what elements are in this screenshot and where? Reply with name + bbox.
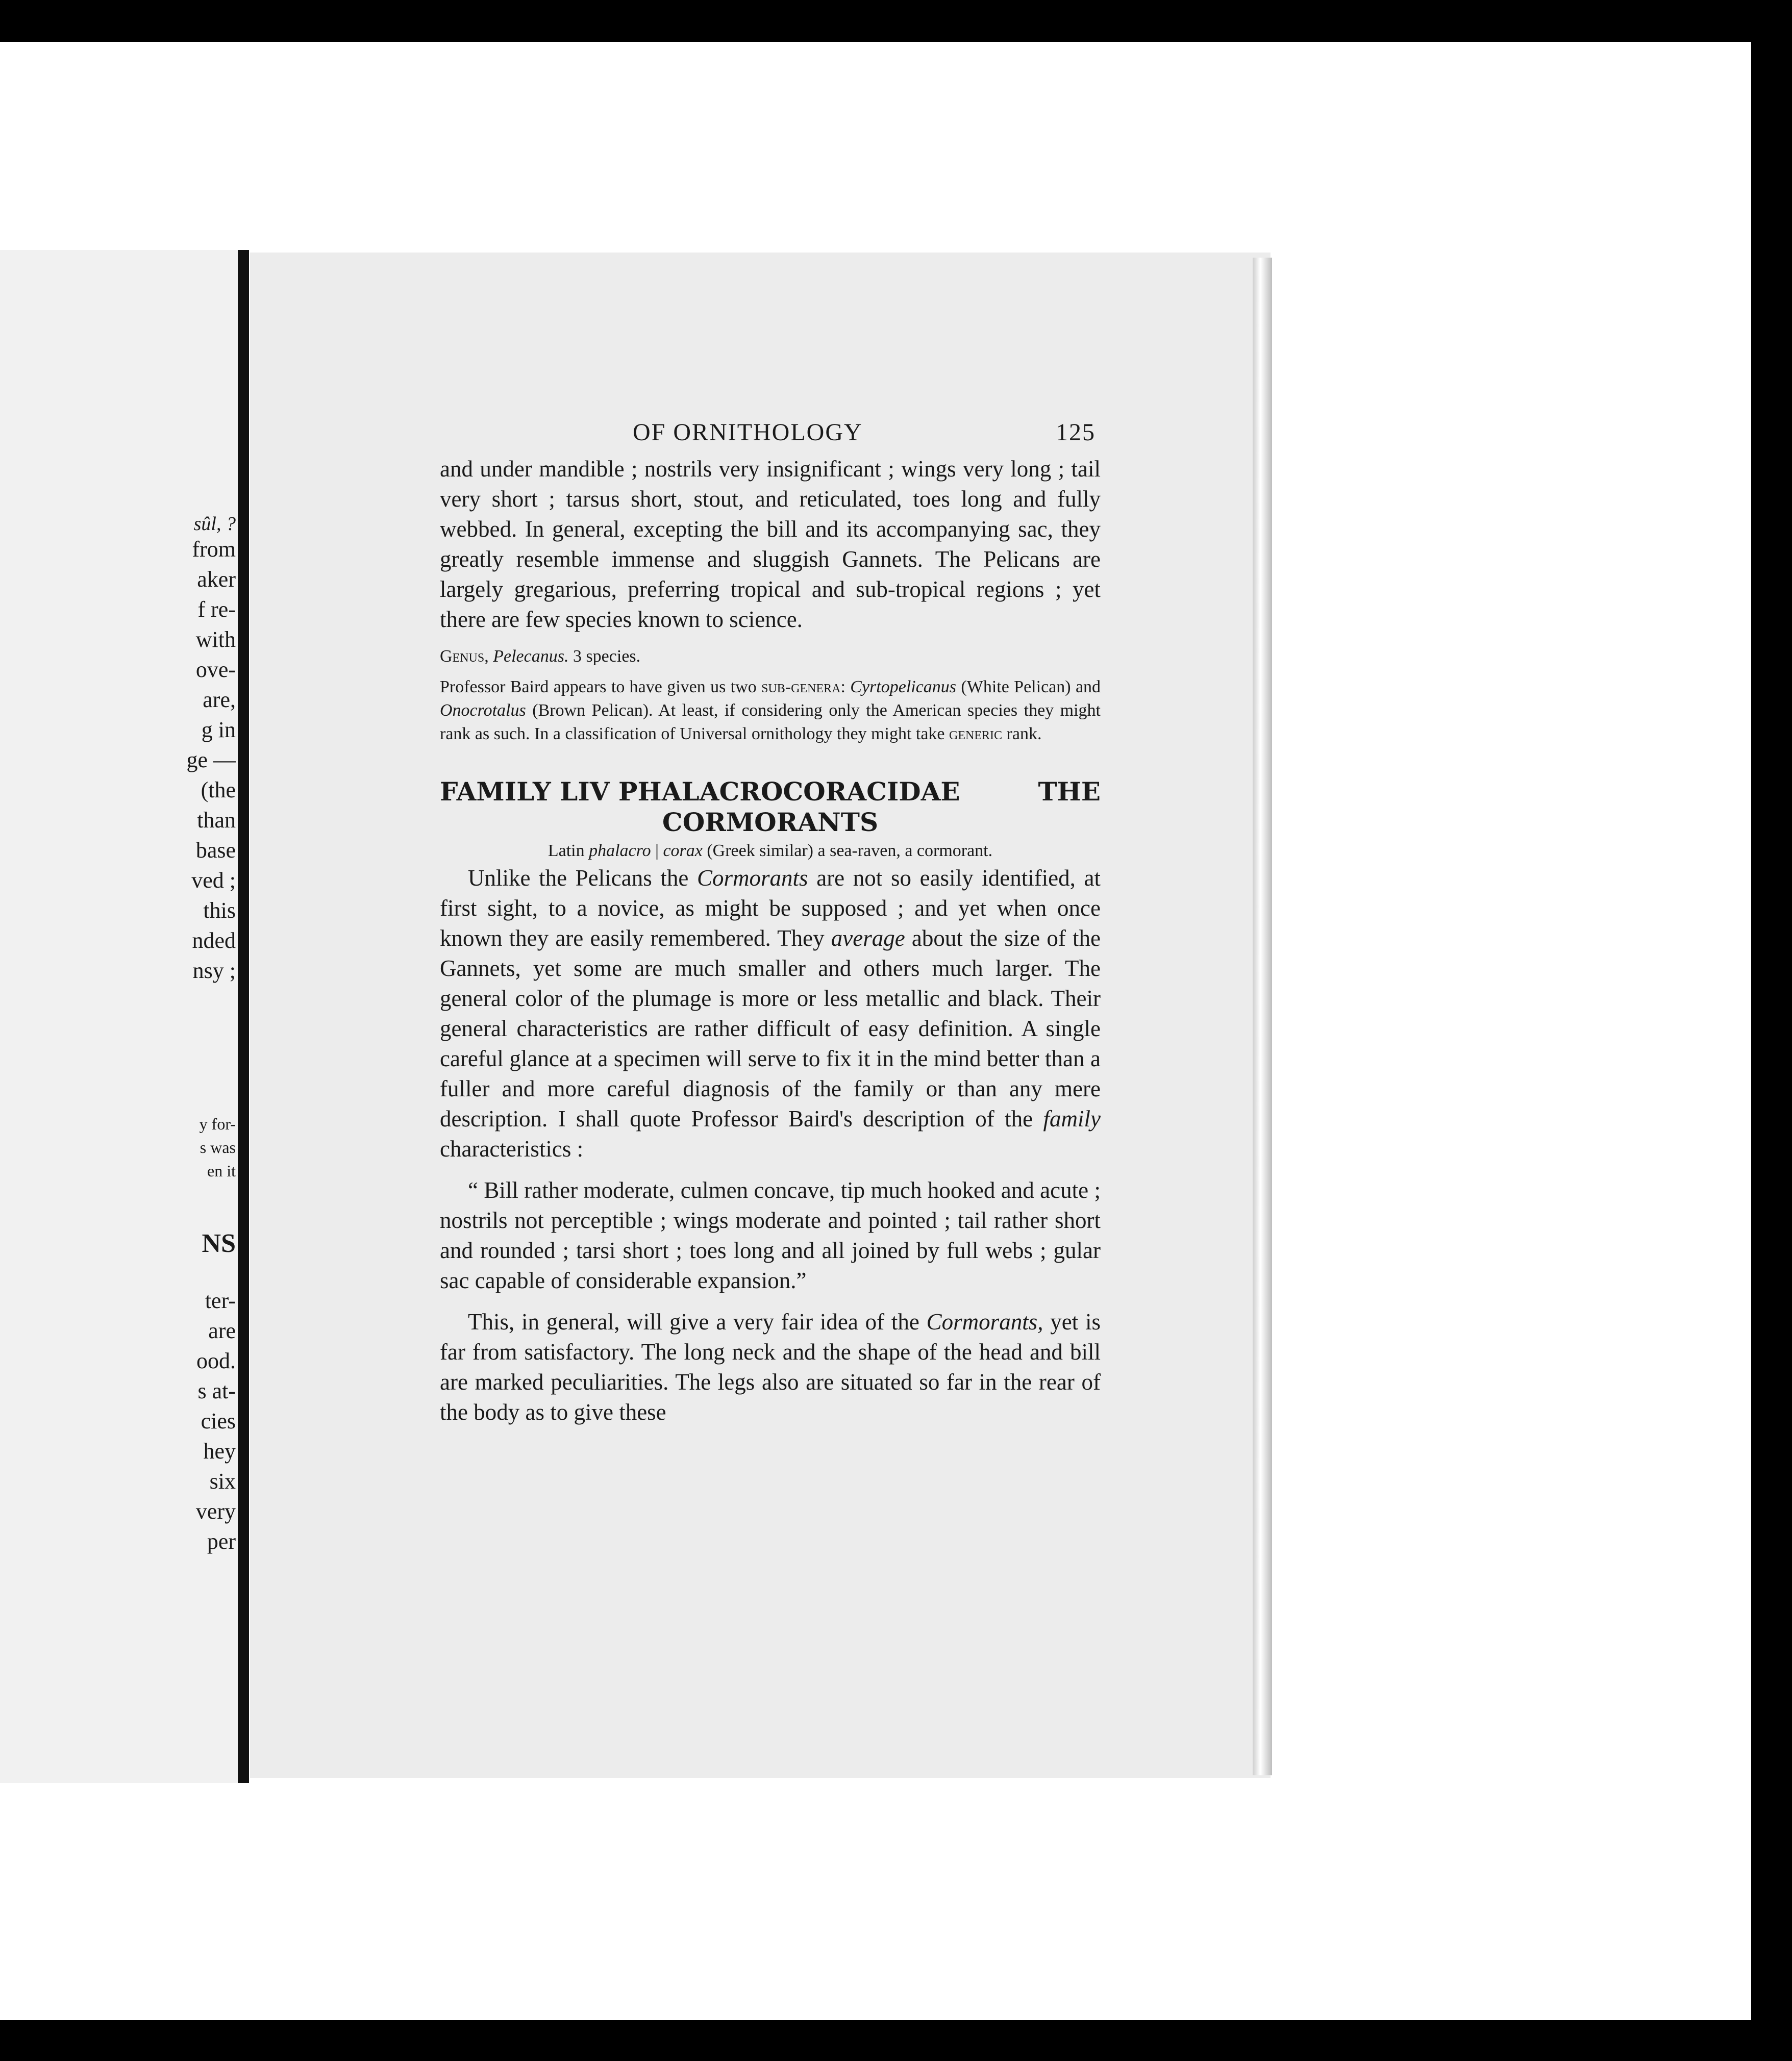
genus-name: Pelecanus.: [493, 647, 569, 666]
left-small-line: s was: [200, 1138, 236, 1157]
right-page: [250, 253, 1271, 1778]
paragraph-cormorants: [440, 863, 1101, 1164]
note-text: rank.: [1006, 724, 1042, 743]
para-text: about the size of the Gannets, yet some are much smaller and others much larger. The general color of the plumage is more or less metallic and black. Their general characteristics are rather difficult of easy definition. A single careful glance at a specimen will serve to fix it in the mind better than a fuller and more careful diagnosis of the family or than any mere description. I shall quote Professor Baird's description of the: [440, 925, 1101, 1132]
left-line: g in: [201, 717, 236, 742]
left-line: ove-: [195, 657, 236, 682]
left-line: six: [209, 1469, 236, 1494]
etymology-text: |: [655, 841, 659, 860]
para-italic: average: [831, 925, 905, 951]
family-heading: [440, 776, 1101, 838]
para-text: characteristics :: [440, 1136, 584, 1162]
quotation: “ Bill rather moderate, culmen concave, tip much hooked and acute ; nostrils not perceptible ; wings moderate and pointed ; tail rather short and rounded ; tarsi short ; toes long and all joined by full webs ; gular sac capable of considerable expansion.”: [440, 1177, 1101, 1293]
page-number: 125: [1056, 419, 1096, 446]
note-text: (White Pelican) and: [961, 677, 1101, 696]
left-line: base: [195, 838, 236, 863]
left-line: this: [203, 898, 236, 923]
etymology: [440, 840, 1101, 862]
note-smallcaps: sub-genera: [761, 677, 841, 696]
paragraph-final: [440, 1307, 1101, 1427]
para-italic: Cormorants,: [926, 1309, 1043, 1335]
left-line: from: [192, 537, 236, 562]
scan-border-right: [1751, 0, 1792, 2061]
family-heading-line2: CORMORANTS: [662, 807, 879, 837]
genus-count: 3 species.: [573, 647, 641, 666]
etymology-text: (Greek similar) a sea-raven, a cormorant.: [707, 841, 993, 860]
left-line: nded: [192, 928, 236, 953]
para-text: are not so easily identified, at first sight, to a novice, as might be supposed ; and yet when once known they are easily remembered. They: [440, 865, 1101, 951]
left-line: s at-: [197, 1378, 236, 1403]
left-line: are,: [203, 687, 236, 712]
left-line: f re-: [197, 597, 236, 622]
family-heading-right: THE: [1038, 776, 1101, 807]
note-text: Professor Baird appears to have given us two: [440, 677, 757, 696]
genus-label: Genus,: [440, 647, 489, 666]
paragraph-pelicans: and under mandible ; nostrils very insignificant ; wings very long ; tail very short ; tarsus short, stout, and reticulated, toes long and fully webbed. In general, excepting the bill and its accompanying sac, they greatly resemble immense and sluggish Gannets. The Pelicans are largely gregarious, preferring tropical and sub-tropical regions ; yet there are few species known to science.: [440, 456, 1101, 632]
book-binding: [238, 250, 249, 1783]
left-line: ter-: [205, 1288, 236, 1313]
running-head: [440, 418, 1101, 454]
left-line: aker: [197, 567, 236, 592]
note-smallcaps: generic: [949, 724, 1003, 743]
scan-border-top: [0, 0, 1792, 42]
para-italic: family: [1043, 1106, 1101, 1132]
left-line: hey: [203, 1439, 236, 1464]
left-small-line: y for-: [199, 1115, 236, 1133]
left-line: than: [197, 808, 236, 833]
left-line: ved ;: [191, 868, 236, 893]
genus-line: [440, 645, 1101, 668]
note-italic: Cyrtopelicanus: [850, 677, 957, 696]
left-page-fragment: [0, 250, 244, 1783]
note-italic: Onocrotalus: [440, 701, 526, 720]
left-line: per: [207, 1529, 236, 1554]
para-italic: Cormorants: [697, 865, 808, 891]
para-text: yet is far from satisfactory. The long neck and the shape of the head and bill are marked peculiarities. The legs also are situated so far in the rear of the body as to give these: [440, 1309, 1101, 1425]
left-line: ge —: [186, 747, 236, 772]
etymology-italic: corax: [663, 841, 703, 860]
etymology-italic: phalacro: [589, 841, 651, 860]
left-line: (the: [201, 777, 236, 802]
para-text: This, in general, will give a very fair idea of the: [468, 1309, 919, 1335]
page-edge: [1253, 258, 1272, 1775]
left-line: cies: [201, 1409, 236, 1434]
left-line: with: [195, 627, 236, 652]
subgenera-note: [440, 675, 1101, 746]
scan-border-bottom: [0, 2020, 1792, 2061]
left-line: are: [208, 1318, 236, 1343]
left-line: very: [195, 1499, 236, 1524]
text-block: [440, 418, 1101, 1427]
para-text: Unlike the Pelicans the: [468, 865, 689, 891]
left-heading-fragment: NS: [202, 1229, 236, 1258]
family-heading-left: FAMILY LIV PHALACROCORACIDAE: [440, 776, 960, 807]
left-small-line: en it: [207, 1162, 236, 1180]
running-head-title: OF ORNITHOLOGY: [633, 419, 863, 446]
note-text: (Brown Pelican). At least, if considering only the American species they might rank as such. In a classification of Universal ornithology they might take: [440, 701, 1101, 743]
note-text: :: [840, 677, 845, 696]
left-line: nsy ;: [192, 958, 236, 983]
left-line: ood.: [196, 1348, 236, 1373]
etymology-text: Latin: [547, 841, 585, 860]
left-line: sûl, ?: [193, 513, 236, 535]
